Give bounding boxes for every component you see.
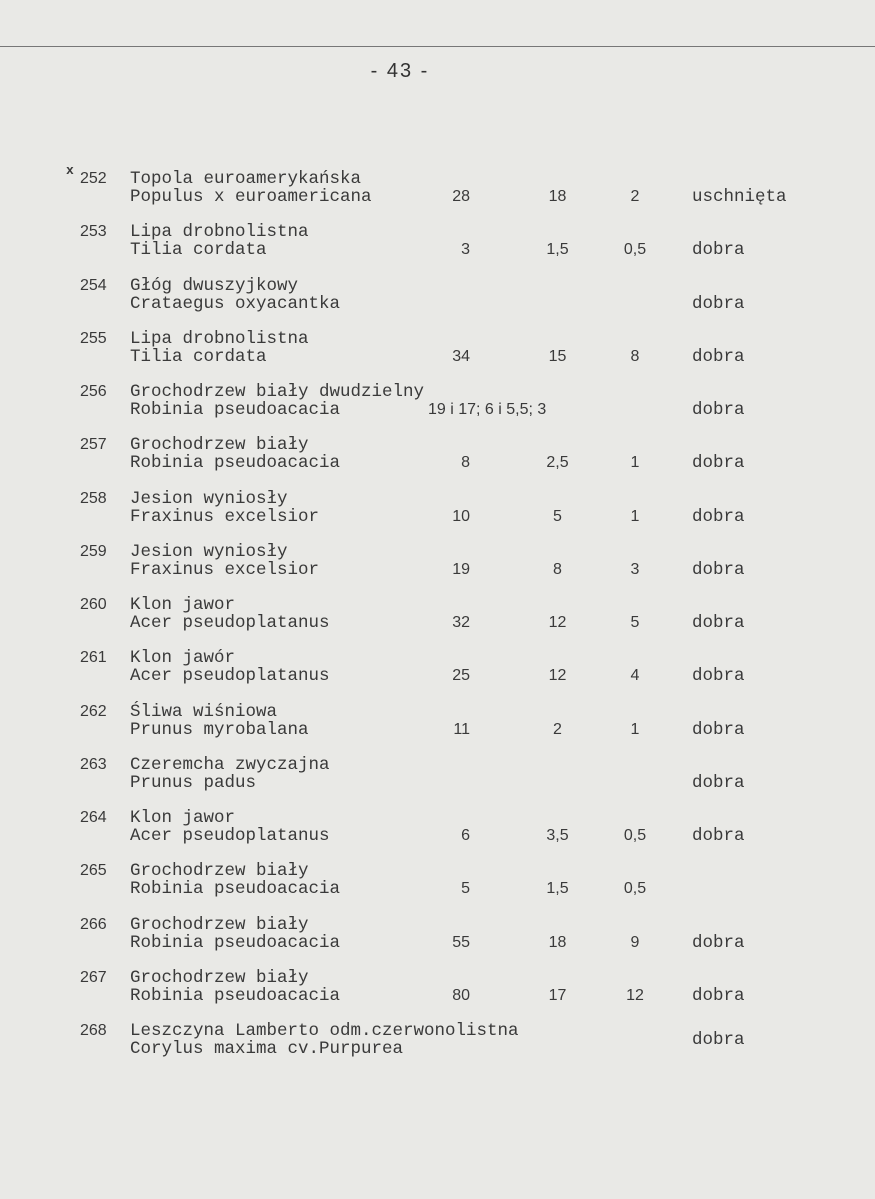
list-item: [0, 383, 875, 423]
entry-number: 256: [80, 383, 107, 400]
latin-name: Populus x euroamericana: [130, 187, 372, 207]
measurement-1: 6: [461, 827, 470, 844]
measurement-3: 12: [626, 986, 644, 1004]
measurement-2: 2: [553, 720, 562, 738]
measurement-2: 3,5: [546, 827, 569, 844]
entry-number: 257: [80, 436, 107, 454]
list-item: [0, 703, 875, 743]
measurement-3: 0,5: [623, 827, 647, 844]
latin-name: Tilia cordata: [130, 240, 267, 261]
list-item: [0, 916, 875, 956]
entry-number: 254: [80, 276, 107, 294]
measurement-3: 4: [630, 667, 640, 685]
entry-number: 253: [80, 223, 107, 241]
measurement-1: 3: [461, 241, 470, 259]
condition-status: dobra: [692, 666, 745, 687]
condition-status: dobra: [692, 985, 745, 1006]
list-item: [0, 649, 875, 689]
measurement-1: 8: [461, 454, 470, 472]
entry-number: 255: [80, 329, 107, 347]
list-item: [0, 330, 875, 370]
entry-number: 262: [80, 702, 107, 720]
measurement-1: 19: [452, 560, 470, 578]
latin-name: Corylus maxima cv.Purpurea: [130, 1039, 404, 1059]
entry-number: 263: [80, 755, 107, 773]
entry-number: 252: [80, 170, 107, 187]
polish-name: Jesion wyniosły: [130, 541, 288, 562]
condition-status: dobra: [692, 826, 745, 846]
latin-name: Prunus padus: [130, 772, 257, 793]
condition-status: dobra: [692, 293, 745, 314]
polish-name: Jesion wyniosły: [130, 488, 288, 509]
list-item: [0, 277, 875, 317]
measurement-3: 9: [630, 933, 640, 951]
list-item: [0, 436, 875, 476]
list-item: [0, 543, 875, 583]
measurement-3: 1: [630, 507, 640, 525]
latin-name: Robinia pseudoacacia: [130, 879, 341, 900]
polish-name: Klon jawor: [130, 595, 236, 615]
measurement-2: 12: [548, 614, 567, 631]
list-item: [0, 756, 875, 796]
latin-name: Robinia pseudoacacia: [130, 932, 341, 953]
measurement-3: 1: [630, 720, 640, 738]
list-item: [0, 596, 875, 636]
condition-status: dobra: [692, 506, 745, 527]
condition-status: dobra: [692, 559, 745, 580]
polish-name: Grochodrzew biały: [130, 914, 309, 935]
condition-status: uschnięta: [692, 187, 787, 207]
condition-status: dobra: [692, 613, 745, 633]
entry-number: 261: [80, 649, 107, 667]
measurement-2: 15: [548, 347, 567, 365]
measurement-2: 1,5: [546, 241, 569, 259]
latin-name: Robinia pseudoacacia: [130, 453, 341, 474]
measurement-2: 18: [548, 933, 567, 951]
measurement-3: 3: [630, 560, 640, 578]
measurement-3: 1: [630, 454, 640, 472]
measurement-3: 0,5: [623, 241, 647, 259]
polish-name: Lipa drobnolistna: [130, 222, 309, 243]
condition-status: dobra: [692, 400, 745, 420]
polish-name: Grochodrzew biały: [130, 861, 309, 882]
list-item: [0, 862, 875, 902]
measurement-2: 1,5: [546, 880, 569, 898]
list-item: [0, 1022, 875, 1062]
condition-status: dobra: [692, 240, 745, 261]
measurement-3: 0,5: [623, 880, 647, 898]
measurement-2: 18: [548, 188, 567, 205]
measurement-1: 34: [452, 347, 470, 365]
entry-number: 267: [80, 968, 107, 986]
measurement-3: 8: [630, 347, 640, 365]
list-item: [0, 809, 875, 849]
page-top-edge: [0, 46, 875, 47]
list-item: [0, 163, 875, 210]
measurement-2: 12: [548, 667, 567, 685]
latin-name: Fraxinus excelsior: [130, 559, 320, 580]
latin-name: Crataegus oxyacantka: [130, 293, 341, 314]
entry-number: 258: [80, 489, 107, 507]
polish-name: Śliwa wiśniowa: [130, 701, 278, 722]
latin-name: Robinia pseudoacacia: [130, 985, 341, 1006]
list-item: [0, 969, 875, 1009]
condition-status: dobra: [692, 719, 745, 740]
measurement-3: 5: [630, 614, 640, 631]
measurement-3: 2: [630, 188, 640, 205]
measurement-1: 32: [452, 614, 470, 631]
polish-name: Klon jawor: [130, 808, 236, 828]
condition-status: dobra: [692, 772, 745, 793]
latin-name: Tilia cordata: [130, 346, 267, 367]
measurement-2: 8: [553, 560, 562, 578]
condition-status: dobra: [692, 346, 745, 367]
measurement-1: 5: [461, 880, 470, 898]
measurement-2: 5: [553, 507, 562, 525]
list-item: [0, 490, 875, 530]
polish-name: Grochodrzew biały: [130, 967, 309, 988]
measurement-1: 80: [452, 986, 470, 1004]
condition-status: dobra: [692, 932, 745, 953]
polish-name: Klon jawór: [130, 648, 236, 669]
measurement-1: 28: [452, 188, 470, 205]
latin-name: Acer pseudoplatanus: [130, 826, 330, 846]
condition-status: dobra: [692, 1030, 745, 1050]
entry-number: 268: [80, 1022, 107, 1039]
measurement-2: 2,5: [546, 454, 569, 472]
measurement-2: 17: [548, 986, 567, 1004]
latin-name: Fraxinus excelsior: [130, 506, 320, 527]
entry-number: 259: [80, 542, 107, 560]
annotation-mark: x: [66, 163, 74, 178]
polish-name: Czeremcha zwyczajna: [130, 754, 330, 775]
entry-number: 264: [80, 809, 107, 826]
latin-name: Robinia pseudoacacia: [130, 400, 341, 420]
page-number: - 43 -: [370, 60, 430, 82]
latin-name: Prunus myrobalana: [130, 719, 309, 740]
measurement-1: 25: [452, 667, 470, 685]
polish-name: Topola euroamerykańska: [130, 169, 362, 189]
latin-name: Acer pseudoplatanus: [130, 613, 330, 633]
polish-name: Grochodrzew biały dwudzielny: [130, 382, 425, 402]
entry-number: 265: [80, 862, 107, 880]
polish-name: Głóg dwuszyjkowy: [130, 275, 299, 296]
measurements: 19 i 17; 6 i 5,5; 3: [428, 401, 547, 418]
polish-name: Grochodrzew biały: [130, 435, 309, 456]
polish-name: Lipa drobnolistna: [130, 328, 309, 349]
list-item: [0, 223, 875, 263]
measurement-1: 55: [452, 933, 470, 951]
polish-name: Leszczyna Lamberto odm.czerwonolistna: [130, 1021, 519, 1041]
measurement-1: 11: [453, 720, 470, 738]
latin-name: Acer pseudoplatanus: [130, 666, 330, 687]
entry-number: 260: [80, 596, 107, 613]
entry-number: 266: [80, 915, 107, 933]
measurement-1: 10: [452, 507, 470, 525]
condition-status: dobra: [692, 453, 745, 474]
